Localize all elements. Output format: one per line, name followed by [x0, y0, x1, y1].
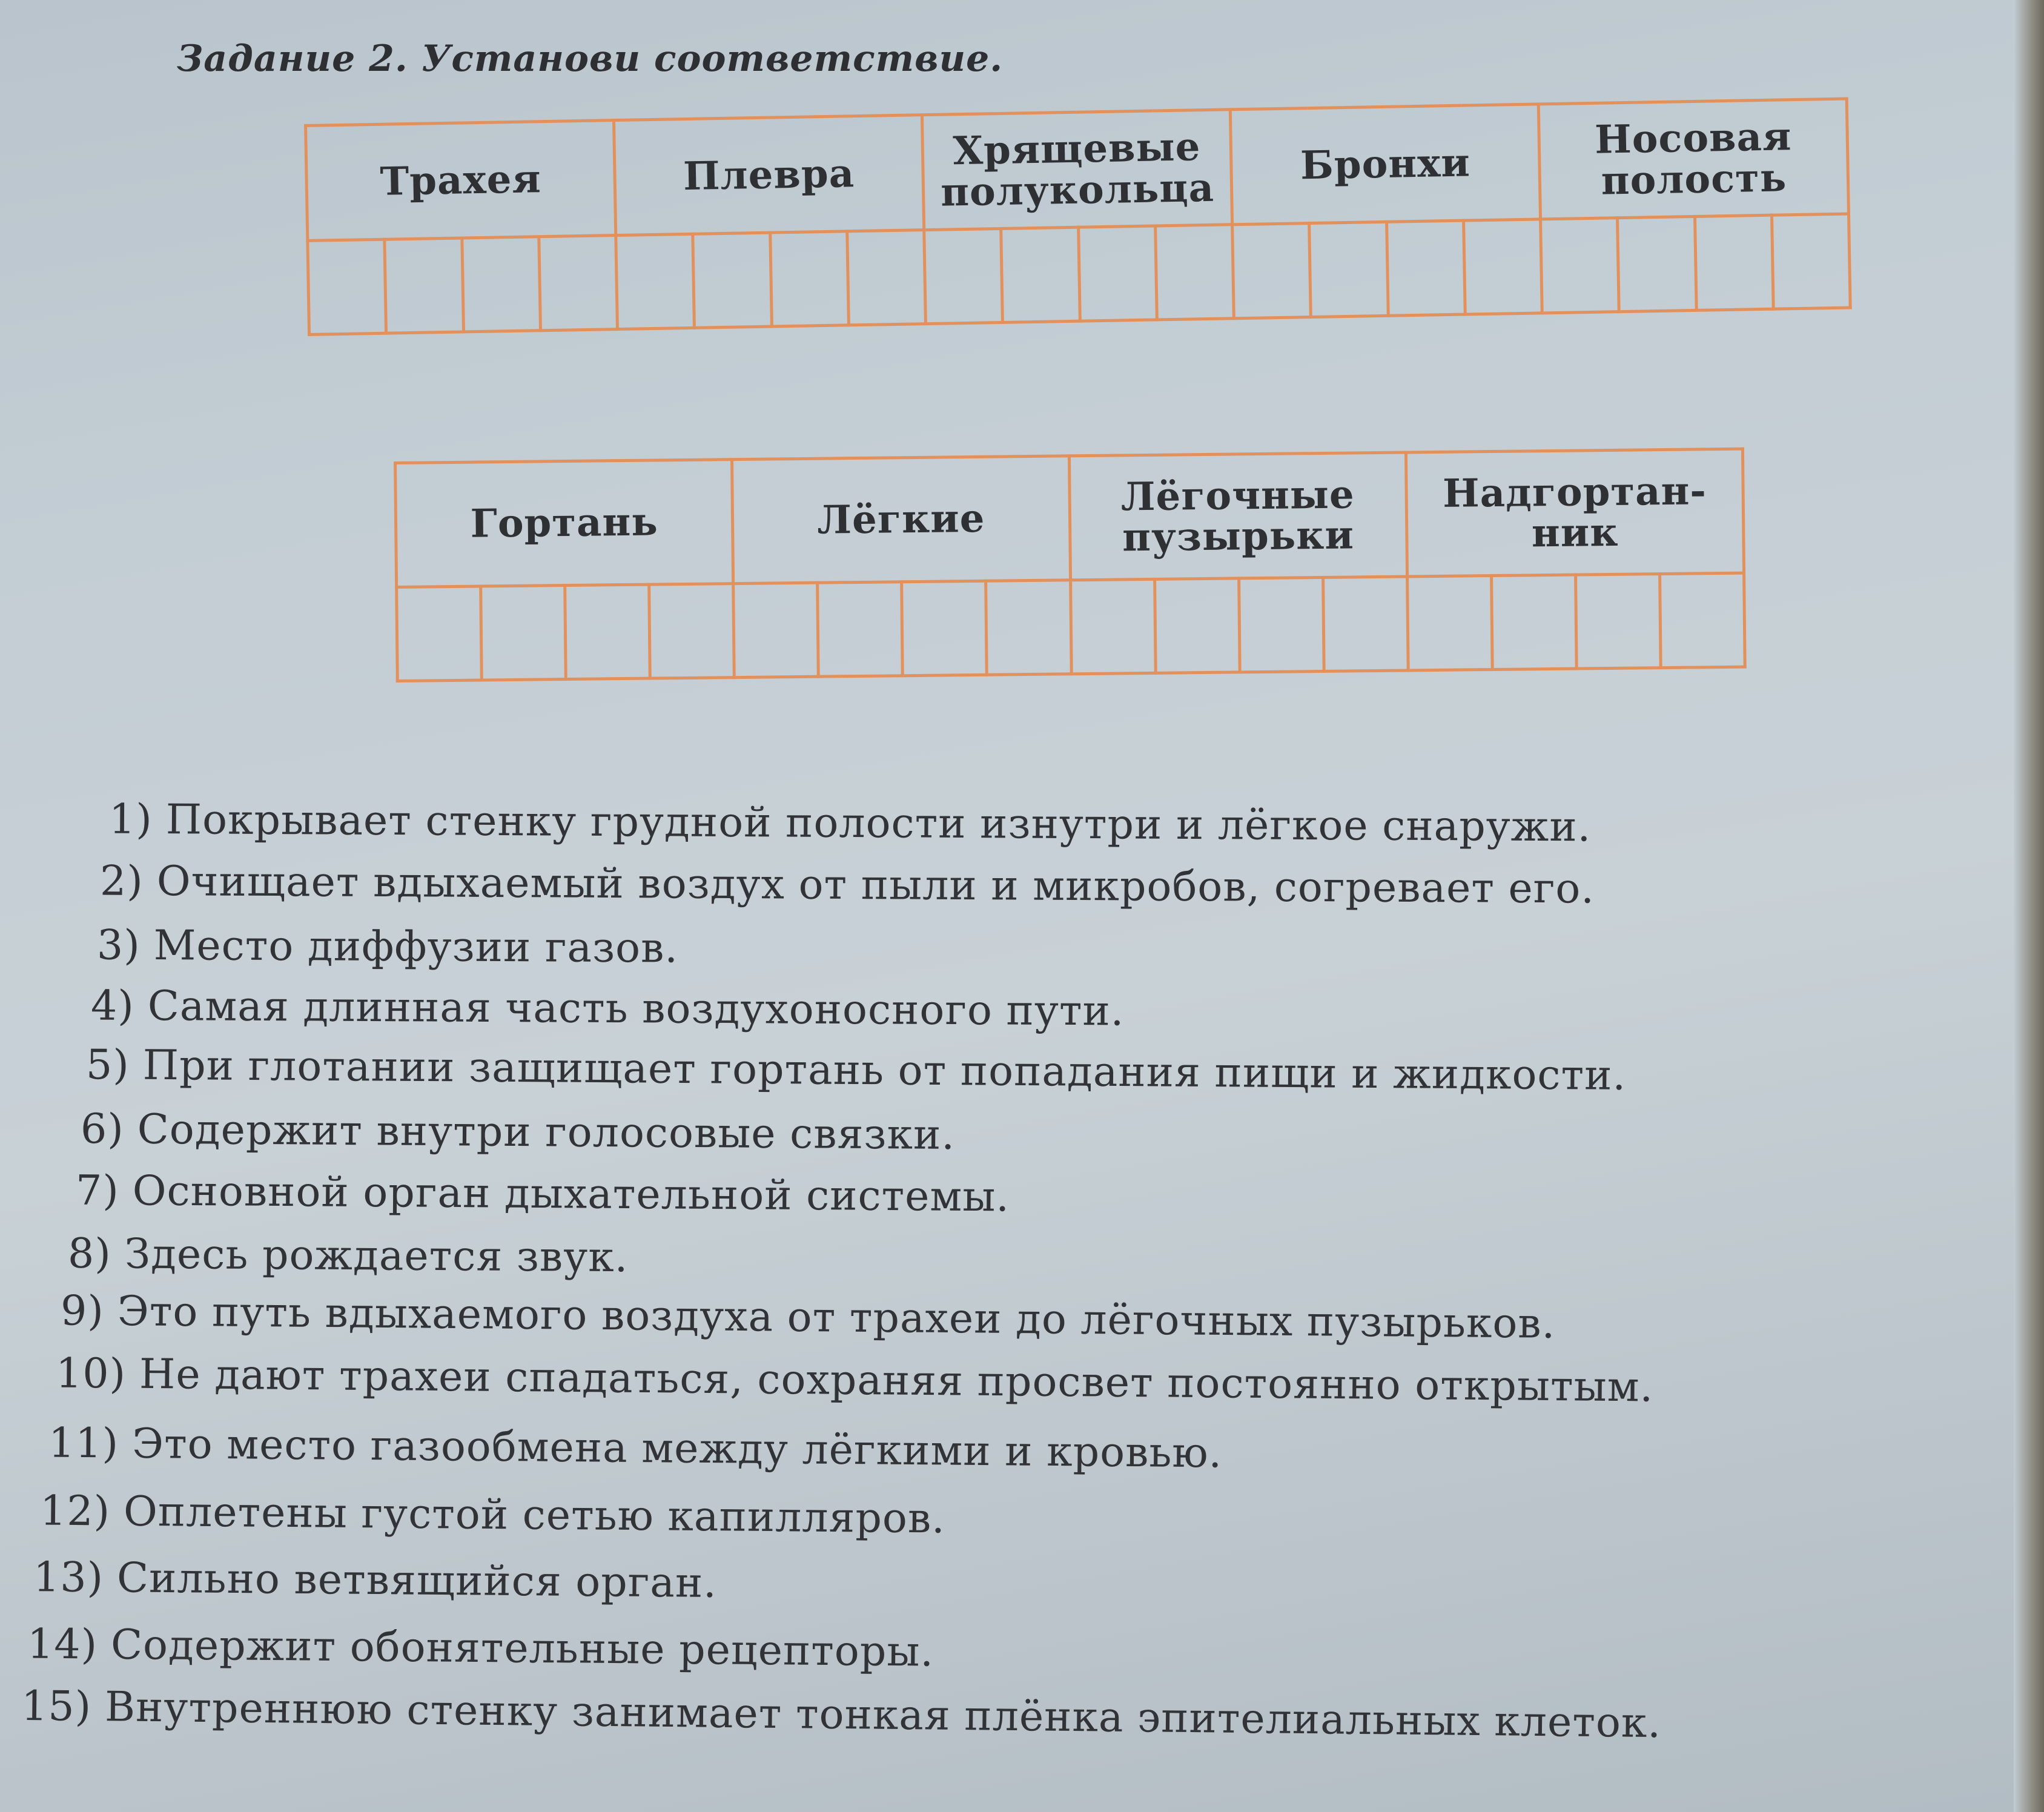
table-1-answer-box[interactable] [1771, 214, 1850, 309]
table-2-answer-box[interactable] [1323, 577, 1408, 671]
table-1-answer-box[interactable] [1386, 220, 1465, 316]
statement-text: Самая длинная часть воздухоносного пути. [147, 982, 1125, 1036]
table-1-answer-box[interactable] [770, 231, 848, 326]
statement-item [86, 1041, 1627, 1100]
table-1-header-bronchi: Бронхи [1230, 104, 1540, 225]
statement-number: 6) [80, 1105, 125, 1154]
table-2-answer-box[interactable] [397, 586, 482, 681]
table-1-answer-box[interactable] [539, 236, 618, 331]
statement-text: Не дают трахеи спадаться, сохраняя просвет постоянно открытым. [139, 1350, 1654, 1412]
statement-item [33, 1553, 718, 1607]
table-1-answer-box[interactable] [1309, 222, 1388, 317]
statement-text: Это путь вдыхаемого воздуха от трахеи до лёгочных пузырьков. [117, 1288, 1556, 1348]
table-1-answer-box[interactable] [924, 228, 1003, 323]
statement-text: Сильно ветвящийся орган. [116, 1554, 718, 1607]
statement-text: Это место газообмена между лёгкими и кровью. [131, 1420, 1223, 1478]
statement-item [21, 1682, 1662, 1747]
matching-table-2 [394, 448, 1747, 683]
statement-item [91, 982, 1125, 1036]
task-title: Задание 2. Установи соответствие. [177, 38, 1004, 80]
statement-text: Оплетены густой сетью капилляров. [123, 1487, 946, 1543]
statement-number: 10) [55, 1349, 127, 1398]
table-2-answer-box[interactable] [1659, 573, 1745, 667]
matching-table-1 [304, 97, 1852, 336]
table-1-header-trachea: Трахея [306, 121, 616, 241]
table-1-answer-box[interactable] [847, 230, 925, 325]
table-1-header-nasal-cavity: Носовая полость [1538, 99, 1848, 219]
table-2-answer-box[interactable] [1491, 575, 1576, 669]
statement-number: 15) [21, 1682, 92, 1731]
table-2-answer-box[interactable] [1154, 578, 1240, 673]
statement-item [27, 1620, 934, 1676]
page-edge [2014, 0, 2044, 1812]
table-1-answer-box[interactable] [308, 239, 386, 334]
statement-text: Очищает вдыхаемый воздух от пыли и микробов, согревает его. [156, 858, 1595, 913]
table-1-answer-box[interactable] [461, 237, 540, 332]
table-2-answer-box[interactable] [733, 583, 819, 677]
table-2-header-alveoli: Лёгочные пузырьки [1069, 452, 1407, 580]
table-1-answer-box[interactable] [385, 238, 463, 333]
statement-text: Здесь рождается звук. [124, 1230, 629, 1282]
statement-item [97, 921, 678, 972]
table-2-answer-box[interactable] [649, 584, 735, 678]
statement-number: 1) [108, 795, 153, 844]
table-2-answer-box[interactable] [1070, 579, 1156, 673]
table-2-answer-row [397, 573, 1745, 681]
statement-number: 14) [27, 1620, 98, 1669]
statement-number: 8) [67, 1229, 112, 1278]
statement-number: 2) [99, 857, 144, 905]
table-1-answer-box[interactable] [1695, 215, 1773, 310]
table-1-answer-box[interactable] [1463, 219, 1542, 314]
table-1-answer-box[interactable] [1001, 227, 1080, 322]
table-1-answer-box[interactable] [616, 234, 695, 329]
statement-item [61, 1287, 1556, 1348]
statement-item [68, 1230, 629, 1281]
statement-text: Внутреннюю стенку занимает тонкая плёнка эпителиальных клеток. [104, 1683, 1662, 1748]
table-2-header-lungs: Лёгкие [732, 456, 1070, 584]
statement-item [56, 1349, 1654, 1411]
table-2-answer-box[interactable] [481, 586, 566, 680]
table-2-answer-box[interactable] [902, 581, 987, 675]
statement-number: 7) [75, 1166, 120, 1215]
table-2-answer-box[interactable] [1407, 576, 1492, 670]
statement-text: Содержит внутри голосовые связки. [137, 1105, 956, 1160]
table-2-header-epiglottis: Надгортан-ник [1406, 449, 1744, 577]
table-1-answer-box[interactable] [693, 233, 772, 328]
table-1-answer-box[interactable] [1155, 225, 1234, 320]
table-2-header-larynx: Гортань [395, 460, 733, 587]
statement-text: Место диффузии газов. [153, 921, 679, 973]
statement-item [40, 1487, 945, 1543]
statement-item [48, 1420, 1223, 1478]
statement-number: 13) [33, 1553, 104, 1602]
statement-number: 3) [96, 921, 141, 970]
table-2-answer-box[interactable] [1575, 574, 1661, 669]
statement-item [81, 1105, 956, 1159]
statement-number: 11) [48, 1419, 119, 1468]
statement-number: 9) [60, 1287, 105, 1335]
statement-item [100, 858, 1595, 913]
table-1-header-cartilage-rings: Хрящевые полукольца [922, 110, 1232, 230]
table-1-answer-box[interactable] [1541, 218, 1619, 313]
table-2-answer-box[interactable] [818, 582, 903, 676]
table-1-header-pleura: Плевра [614, 115, 924, 236]
table-2-answer-box[interactable] [565, 584, 650, 679]
table-1-answer-box[interactable] [1078, 226, 1157, 321]
table-1-answer-box[interactable] [1618, 216, 1696, 311]
statement-number: 12) [39, 1487, 111, 1536]
table-2-answer-box[interactable] [1239, 577, 1324, 672]
statement-number: 5) [85, 1041, 130, 1090]
statement-text: Содержит обонятельные рецепторы. [110, 1621, 934, 1676]
statement-text: Основной орган дыхательной системы. [132, 1167, 1010, 1222]
statement-item [109, 796, 1592, 851]
statement-text: Покрывает стенку грудной полости изнутри и лёгкое снаружи. [165, 796, 1592, 851]
statement-item [76, 1167, 1010, 1222]
statement-number: 4) [90, 982, 135, 1030]
table-2-answer-box[interactable] [986, 580, 1071, 675]
table-1-answer-box[interactable] [1232, 223, 1311, 319]
statement-text: При глотании защищает гортань от попадания пищи и жидкости. [142, 1041, 1627, 1100]
table-2-header-row [395, 449, 1744, 587]
